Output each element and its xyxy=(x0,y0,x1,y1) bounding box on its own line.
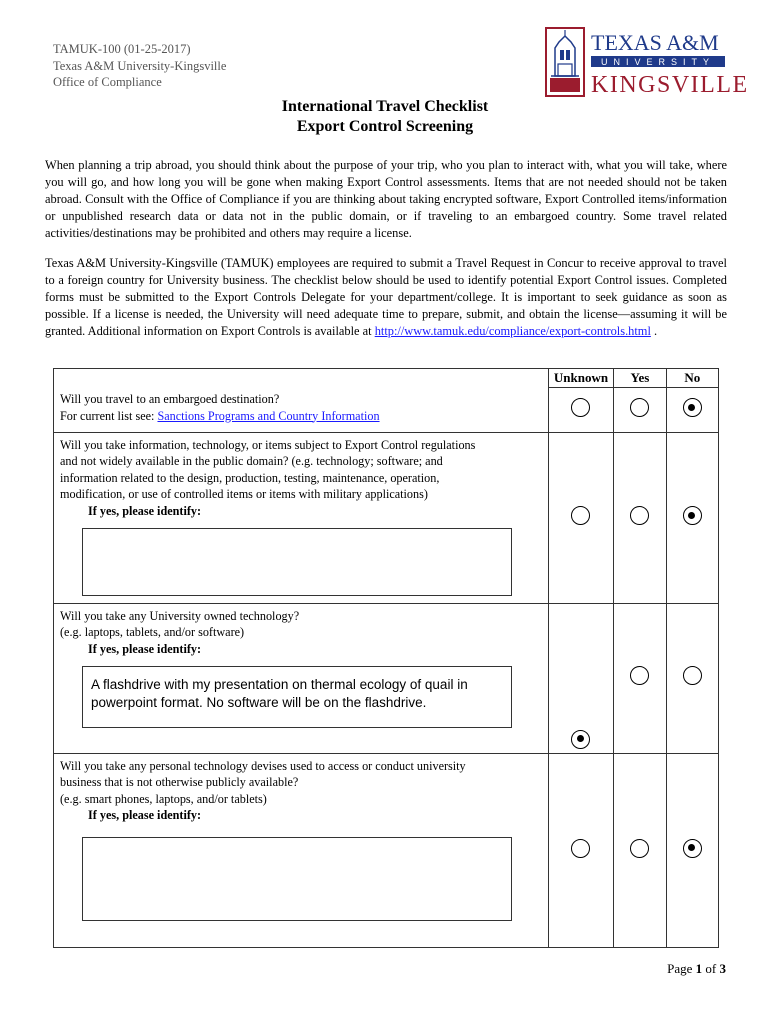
header-yes: Yes xyxy=(614,369,666,388)
table-row xyxy=(54,603,719,753)
table-header-row xyxy=(54,369,719,388)
q1-yes-cell xyxy=(614,387,666,432)
question-2-line: and not widely available in the public domain? (e.g. technology; software; and xyxy=(60,454,443,468)
logo-line2: UNIVERSITY xyxy=(600,57,716,67)
document-title xyxy=(0,97,770,137)
intro-paragraph-1: When planning a trip abroad, you should think about the purpose of your trip, who you plan to interact with, what you will take, where you will go, and how long you will be gone when making Export Control assessments. Items that are not needed should not be taken abroad. Consult with the Office of Compliance if you are thinking about taking encrypted software, Export Controlled items/information or unpublished research data or data not in the public domain, or if traveling to an embargoed country. Some travel related activities/destinations may be prohibited and others may require a license. xyxy=(45,158,727,240)
q3-yes-cell xyxy=(614,603,666,753)
question-2-line: Will you take information, technology, or items subject to Export Control regulations xyxy=(60,437,476,452)
of-word: of xyxy=(702,961,720,976)
table-row xyxy=(54,432,719,603)
tamuk-logo-graphic xyxy=(545,26,749,98)
question-header-cell xyxy=(54,369,549,388)
q4-no-cell xyxy=(666,753,718,947)
intro-paragraph-2-text: Texas A&M University-Kingsville (TAMUK) employees are required to submit a Travel Request in Concur to receive approval to travel to a foreign country for University business. The checklist below should be used to identify potential Export Control issues. Completed forms must be submitted to the Export Controls Delegate for your department/college. It is important to seek guidance as soon as possible. If a license is needed, the University will need adequate time to prepare, submit, and obtain the license—assuming it will be granted. Additional information on Export Controls is available at xyxy=(45,256,727,338)
identify-label: If yes, please identify: xyxy=(88,503,202,518)
q1-unknown-cell xyxy=(548,387,614,432)
table-row xyxy=(54,753,719,947)
link-suffix: . xyxy=(650,324,658,338)
title-line-1: International Travel Checklist xyxy=(281,98,489,115)
table-row xyxy=(54,387,719,432)
q1-no-radio[interactable] xyxy=(683,398,702,417)
question-4-line: Will you take any personal technology devises used to access or conduct university xyxy=(60,758,466,773)
q4-unknown-cell xyxy=(548,753,614,947)
question-3 xyxy=(54,603,549,753)
question-1 xyxy=(54,387,549,432)
q4-no-radio[interactable] xyxy=(683,839,702,858)
page-number: 1 xyxy=(695,961,703,976)
q1-yes-radio[interactable] xyxy=(630,398,649,417)
page-word: Page xyxy=(667,961,696,976)
q2-unknown-cell xyxy=(548,432,614,603)
identify-label: If yes, please identify: xyxy=(88,808,202,822)
q4-identify-field[interactable] xyxy=(82,837,512,921)
question-3-line: (e.g. laptops, tablets, and/or software) xyxy=(60,625,245,639)
university-name: Texas A&M University-Kingsville xyxy=(53,58,227,73)
q2-identify-field[interactable] xyxy=(82,528,512,596)
q2-yes-cell xyxy=(614,432,666,603)
tamuk-logo xyxy=(545,26,749,98)
intro-paragraph-2 xyxy=(45,255,727,340)
logo-line3: KINGSVILLE xyxy=(591,72,749,98)
q2-no-cell xyxy=(666,432,718,603)
q3-yes-radio[interactable] xyxy=(630,666,649,685)
list-prefix: For current list see: xyxy=(60,408,158,423)
checklist-table xyxy=(53,368,719,948)
page-total: 3 xyxy=(719,961,726,976)
q2-yes-radio[interactable] xyxy=(630,506,649,525)
question-2-line: information related to the design, production, testing, maintenance, operation, xyxy=(60,470,440,485)
office-name: Office of Compliance xyxy=(53,75,162,89)
q3-identify-field[interactable]: A flashdrive with my presentation on thermal ecology of quail in powerpoint format. No software will be on the flashdrive. xyxy=(82,666,512,728)
q2-no-radio[interactable] xyxy=(683,506,702,525)
question-3-line: Will you take any University owned technology? xyxy=(60,608,300,623)
question-1-list xyxy=(60,408,542,425)
q4-yes-radio[interactable] xyxy=(630,839,649,858)
q4-yes-cell xyxy=(614,753,666,947)
q3-unknown-cell xyxy=(548,603,614,753)
export-controls-link[interactable]: http://www.tamuk.edu/compliance/export-controls.html xyxy=(374,324,651,338)
page-footer xyxy=(667,961,726,977)
question-2 xyxy=(54,432,549,603)
form-id: TAMUK-100 (01-25-2017) xyxy=(53,42,191,56)
sanctions-link[interactable]: Sanctions Programs and Country Information xyxy=(157,408,380,423)
identify-label: If yes, please identify: xyxy=(88,641,202,656)
q4-unknown-radio[interactable] xyxy=(571,839,590,858)
question-4-line: business that is not otherwise publicly available? xyxy=(60,775,299,789)
question-2-line: modification, or use of controlled items or items with military applications) xyxy=(60,487,428,501)
question-4 xyxy=(54,753,549,947)
question-1-line: Will you travel to an embargoed destination? xyxy=(60,392,280,406)
q2-unknown-radio[interactable] xyxy=(571,506,590,525)
header-no: No xyxy=(666,369,718,388)
title-line-2: Export Control Screening xyxy=(296,118,474,135)
question-4-line: (e.g. smart phones, laptops, and/or tablets) xyxy=(60,791,267,806)
q1-no-cell xyxy=(666,387,718,432)
q3-no-radio[interactable] xyxy=(683,666,702,685)
header-unknown: Unknown xyxy=(548,369,614,388)
document-header xyxy=(53,41,226,91)
q3-no-cell xyxy=(666,603,718,753)
q1-unknown-radio[interactable] xyxy=(571,398,590,417)
logo-line1: TEXAS A&M xyxy=(591,30,719,55)
q3-unknown-radio[interactable] xyxy=(571,730,590,749)
